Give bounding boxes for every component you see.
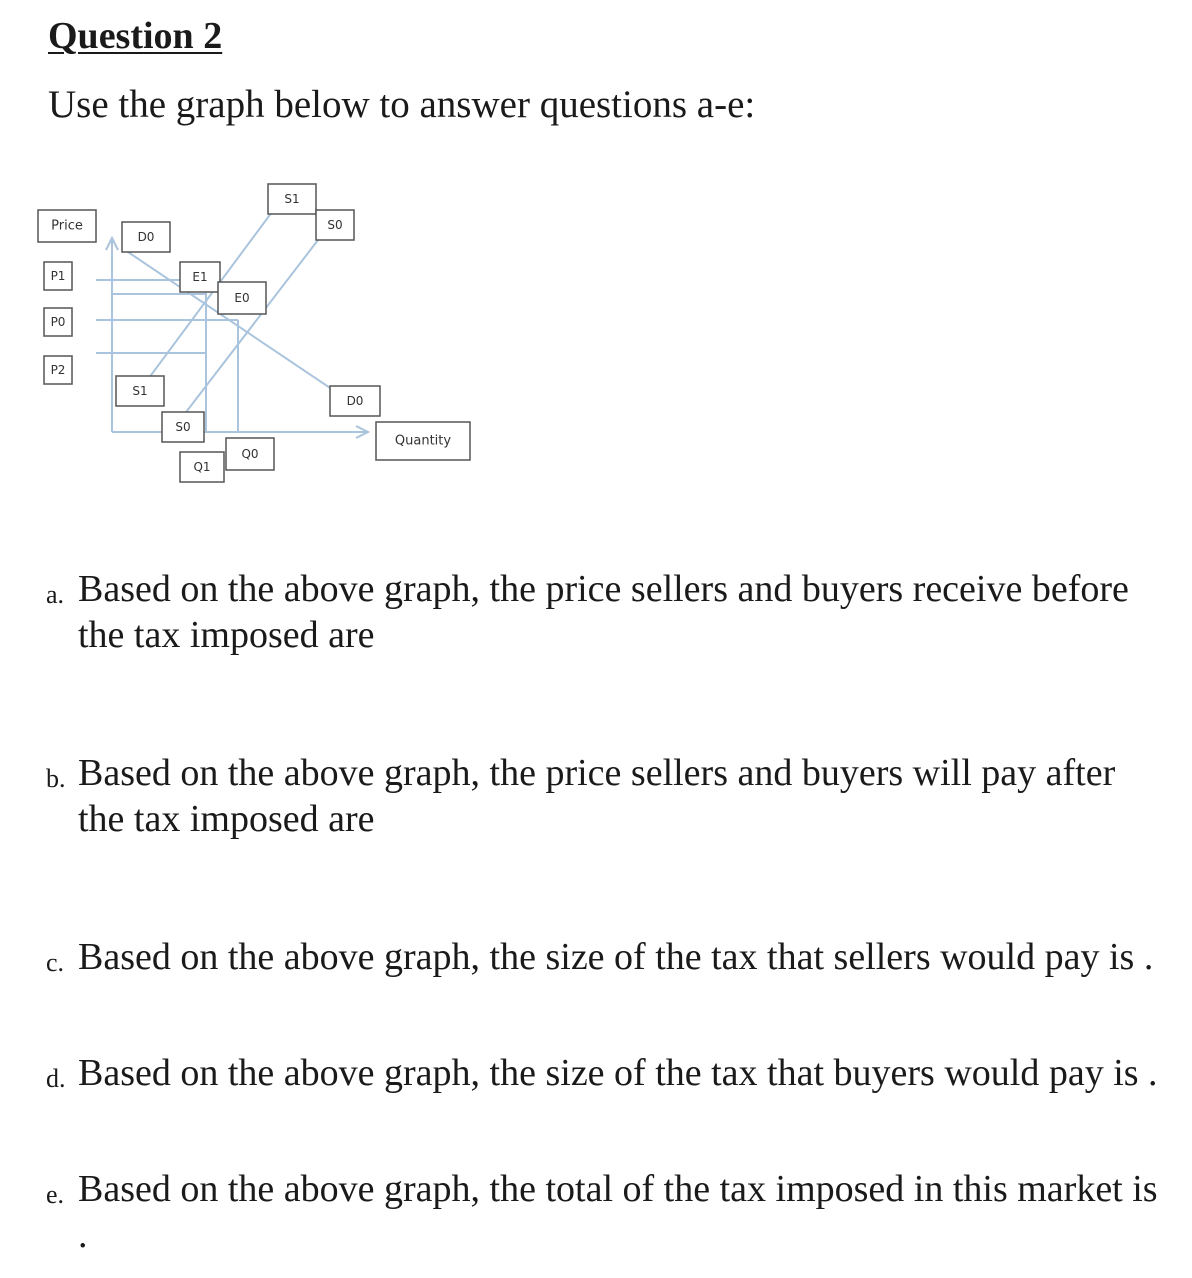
question-heading: Question 2 [48,15,223,57]
d0-top-label: D0 [137,230,155,244]
question-marker: e. [46,1180,65,1209]
question-marker: c. [46,948,65,977]
question-text: Based on the above graph, the price sellers and buyers will pay after the tax imposed are [78,752,1116,840]
question-marker: b. [46,764,66,793]
e1-label: E1 [192,270,208,284]
s0-top-label: S0 [327,218,343,232]
p0-label: P0 [50,315,66,329]
price-axis-label: Price [51,218,83,234]
question-item-e [46,1166,1158,1258]
p1-label: P1 [50,269,66,283]
q1-label: Q1 [193,460,211,474]
question-item-c [46,934,1158,980]
question-marker: d. [46,1064,66,1093]
question-item-d [46,1050,1158,1096]
supply-demand-graph [0,0,1192,500]
question-text: Based on the above graph, the size of the tax that buyers would pay is . [78,1052,1158,1094]
q0-label: Q0 [241,447,259,461]
question-item-a [46,566,1158,658]
s0-bottom-label: S0 [175,420,191,434]
question-text: Based on the above graph, the size of the tax that sellers would pay is . [78,936,1154,978]
question-item-b [46,750,1158,842]
question-text: Based on the above graph, the total of the tax imposed in this market is . [78,1168,1158,1256]
d0-bottom-label: D0 [346,394,364,408]
p2-label: P2 [50,363,66,377]
question-marker: a. [46,580,65,609]
s1-top-label: S1 [284,192,300,206]
question-text: Based on the above graph, the price sellers and buyers receive before the tax imposed are [78,568,1129,656]
e0-label: E0 [234,291,250,305]
quantity-axis-label: Quantity [394,433,452,449]
s1-bottom-label: S1 [132,384,148,398]
instructions: Use the graph below to answer questions a-e: [48,83,756,126]
